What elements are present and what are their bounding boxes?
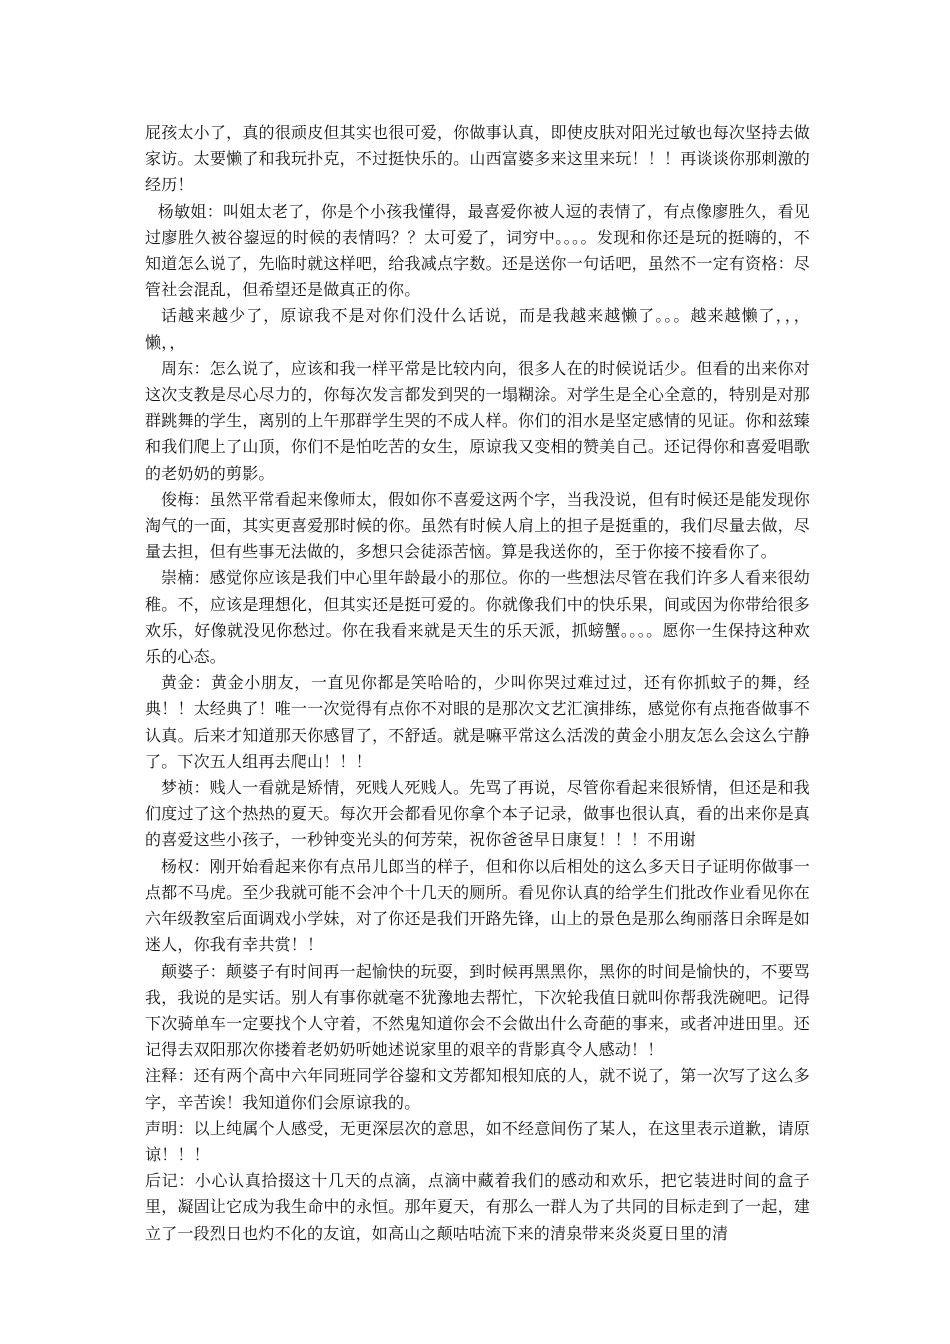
paragraph-aside: 话越来越少了，原谅我不是对你们没什么话说，而是我越来越懒了。。。越来越懒了，，，懒，， bbox=[145, 306, 810, 352]
paragraph-junmei: 俊梅：虽然平常看起来像师太，假如你不喜爱这两个字，当我没说，但有时候还是能发现你淘气的一面，其实更喜爱那时候的你。虽然有时候人肩上的担子是挺重的，我们尽量去做，尽量去担，但有些事无法做的，多想只会徒添苦恼。算是我送你的，至于你接不接看你了。 bbox=[145, 489, 810, 562]
paragraph-dianpozi: 颠婆子：颠婆子有时间再一起愉快的玩耍，到时候再黑黑你，黑你的时间是愉快的，不要骂我，我说的是实话。别人有事你就毫不犹豫地去帮忙，下次轮我值日就叫你帮我洗碗吧。记得下次骑单车一定要找个人守着，不然鬼知道你会不会做出什么奇葩的事来，或者冲进田里。还记得去双阳那次你搂着老奶奶听她述说家里的艰辛的背影真令人感动！！ bbox=[145, 961, 810, 1060]
paragraph-huangjin: 黄金：黄金小朋友，一直见你都是笑哈哈的，少叫你哭过难过过，还有你抓蚊子的舞，经典！！太经典了！唯一一次觉得有点你不对眼的是那次文艺汇演排练，感觉你有点拖沓做事不认真。后来才知道那天你感冒了，不舒适。就是嘛平常这么活泼的黄金小朋友怎么会这么宁静了。下次五人组再去爬山！！！ bbox=[145, 673, 810, 771]
document-body bbox=[145, 120, 810, 1247]
paragraph-statement: 声明：以上纯属个人感受，无更深层次的意思，如不经意间伤了某人，在这里表示道歉，请原谅！！！ bbox=[145, 1118, 810, 1164]
paragraph-note: 注释：还有两个高中六年同班同学谷鋆和文芳都知根知底的人，就不说了，第一次写了这么多字，辛苦诶！我知道你们会原谅我的。 bbox=[145, 1066, 810, 1112]
paragraph-chongnan: 崇楠：感觉你应该是我们中心里年龄最小的那位。你的一些想法尽管在我们许多人看来很幼稚。不，应该是理想化，但其实还是挺可爱的。你就像我们中的快乐果，间或因为你带给很多欢乐，好像就没见你愁过。你在我看来就是天生的乐天派，抓螃蟹。。。。愿你一生保持这种欢乐的心态。 bbox=[145, 568, 810, 667]
paragraph-yangquan: 杨权：刚开始看起来你有点吊儿郎当的样子，但和你以后相处的这么多天日子证明你做事一点都不马虎。至少我就可能不会冲个十几天的厕所。看见你认真的给学生们批改作业看见你在六年级教室后面调戏小学妹，对了你还是我们开路先锋，山上的景色是那么绚丽落日余晖是如迷人，你我有幸共赏！！ bbox=[145, 856, 810, 955]
paragraph-zhoudong: 周东：怎么说了，应该和我一样平常是比较内向，很多人在的时候说话少。但看的出来你对这次支教是尽心尽力的，你每次发言都发到哭的一塌糊涂。对学生是全心全意的，特别是对那群跳舞的学生，离别的上午那群学生哭的不成人样。你们的泪水是坚定感情的见证。你和兹臻和我们爬上了山顶，你们不是怕吃苦的女生，原谅我又变相的赞美自己。还记得你和喜爱唱歌的老奶奶的剪影。 bbox=[145, 358, 810, 483]
paragraph-intro-continuation: 屁孩太小了，真的很顽皮但其实也很可爱，你做事认真，即使皮肤对阳光过敏也每次坚持去做家访。太要懒了和我玩扑克，不过挺快乐的。山西富婆多来这里来玩！！！再谈谈你那刺激的经历！ bbox=[145, 123, 810, 195]
paragraph-yangmin: 杨敏姐：叫姐太老了，你是个小孩我懂得，最喜爱你被人逗的表情了，有点像廖胜久，看见过廖胜久被谷鋆逗的时候的表情吗？？太可爱了，词穷中。。。。发现和你还是玩的挺嗨的，不知道怎么说了，先临时就这样吧，给我减点字数。还是送你一句话吧，虽然不一定有资格：尽管社会混乱，但希望还是做真正的你。 bbox=[145, 201, 810, 300]
paragraph-mengzhen: 梦祯：贱人一看就是矫情，死贱人死贱人。先骂了再说，尽管你看起来很矫情，但还是和我们度过了这个热热的夏天。每次开会都看见你拿个本子记录，做事也很认真，看的出来你是真的喜爱这些小孩子，一秒钟变光头的何芳荣，祝你爸爸早日康复！！！不用谢 bbox=[145, 778, 810, 850]
paragraph-postscript: 后记：小心认真拾掇这十几天的点滴，点滴中藏着我们的感动和欢乐，把它装进时间的盒子里，凝固让它成为我生命中的永恒。那年夏天，有那么一群人为了共同的目标走到了一起，建立了一段烈日也灼不化的友谊，如高山之颠咕咕流下来的清泉带来炎炎夏日里的清 bbox=[145, 1171, 810, 1243]
